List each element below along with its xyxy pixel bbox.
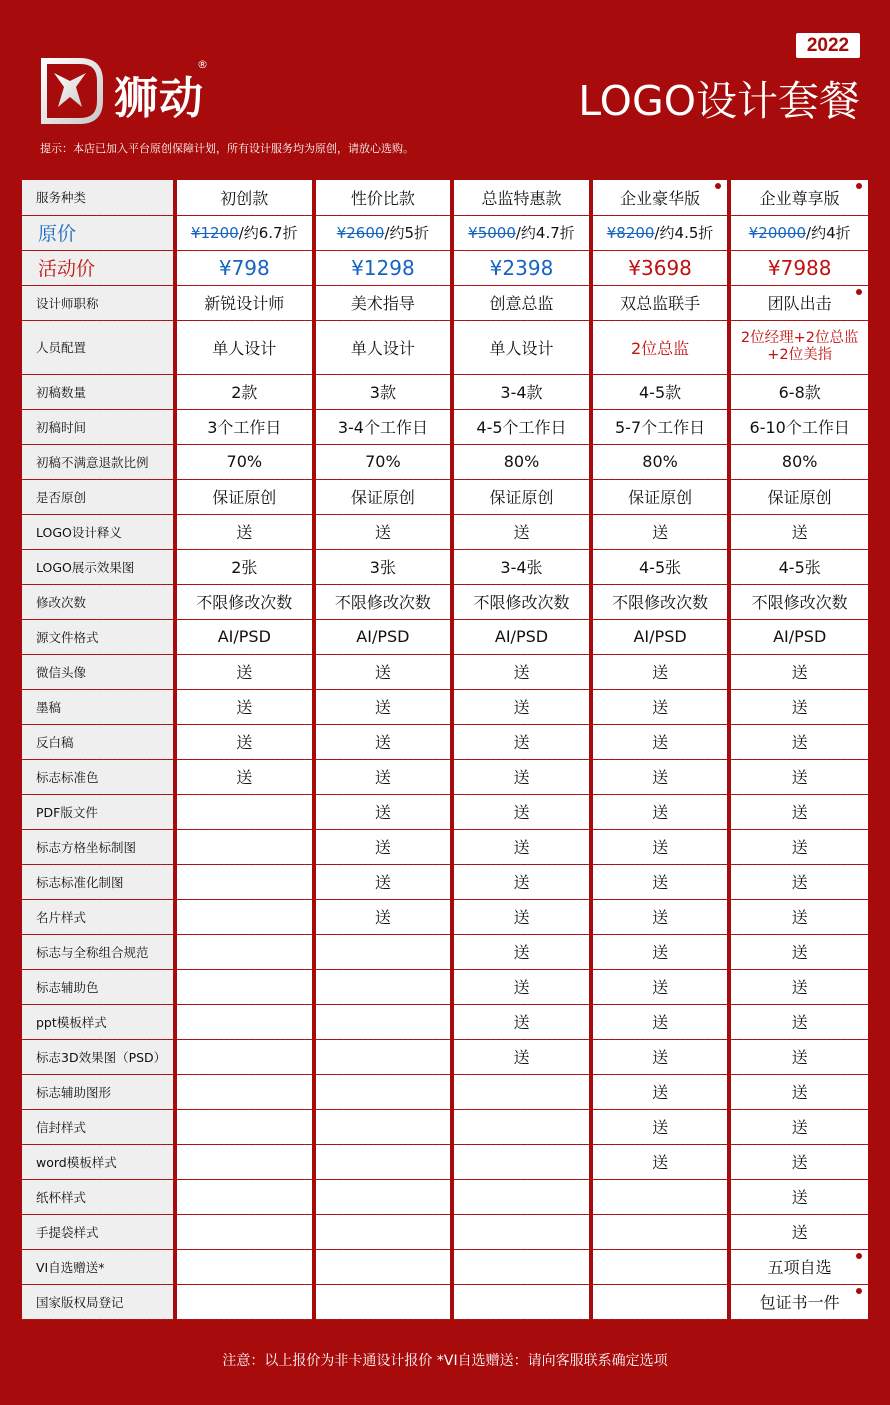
table-cell <box>452 1249 591 1284</box>
table-cell: 3张 <box>314 549 453 584</box>
table-cell: 送 <box>591 514 730 549</box>
table-cell: 送 <box>729 1074 868 1109</box>
promo-price: ¥1298 <box>314 250 453 285</box>
row-label: LOGO设计释义 <box>22 514 175 549</box>
table-cell <box>591 1214 730 1249</box>
table-cell <box>314 934 453 969</box>
promo-price: ¥3698 <box>591 250 730 285</box>
table-row <box>22 689 868 724</box>
table-row <box>22 1074 868 1109</box>
table-cell: 送 <box>729 1179 868 1214</box>
registered-mark: ® <box>197 58 208 71</box>
row-label: 源文件格式 <box>22 619 175 654</box>
table-cell: 送 <box>175 724 314 759</box>
brand-logo-icon <box>40 57 104 125</box>
original-price: ¥8200/约4.5折 <box>591 215 730 250</box>
notice-text: 提示：本店已加入平台原创保障计划，所有设计服务均为原创，请放心选购。 <box>40 142 414 155</box>
table-cell <box>175 1214 314 1249</box>
table-cell: 4-5张 <box>729 549 868 584</box>
table-cell: 送 <box>591 1004 730 1039</box>
table-cell: 送 <box>452 829 591 864</box>
table-row <box>22 1109 868 1144</box>
marker-dot-icon <box>856 289 862 295</box>
table-cell: 2位经理+2位总监+2位美指 <box>729 320 868 374</box>
table-cell <box>314 1179 453 1214</box>
table-cell: 不限修改次数 <box>175 584 314 619</box>
table-cell: 送 <box>591 759 730 794</box>
table-cell: 送 <box>729 759 868 794</box>
table-cell <box>314 1249 453 1284</box>
table-row <box>22 1039 868 1074</box>
table-cell <box>452 1074 591 1109</box>
table-row <box>22 619 868 654</box>
row-label: VI自选赠送* <box>22 1249 175 1284</box>
original-price-row <box>22 215 868 250</box>
table-cell <box>314 1284 453 1319</box>
table-cell: 不限修改次数 <box>729 584 868 619</box>
table-row <box>22 514 868 549</box>
table-cell: 送 <box>729 969 868 1004</box>
row-label: word模板样式 <box>22 1144 175 1179</box>
table-cell: 送 <box>591 934 730 969</box>
table-cell: 4-5个工作日 <box>452 409 591 444</box>
table-row <box>22 969 868 1004</box>
table-row <box>22 549 868 584</box>
table-cell: 2位总监 <box>591 320 730 374</box>
table-cell <box>591 1249 730 1284</box>
table-cell: 保证原创 <box>175 479 314 514</box>
table-cell <box>175 1109 314 1144</box>
table-row <box>22 864 868 899</box>
table-cell <box>452 1284 591 1319</box>
table-cell: 送 <box>729 794 868 829</box>
table-cell: 送 <box>729 864 868 899</box>
table-row <box>22 759 868 794</box>
table-cell: 80% <box>452 444 591 479</box>
table-cell: 70% <box>175 444 314 479</box>
table-row <box>22 409 868 444</box>
table-cell: 送 <box>591 1109 730 1144</box>
marker-dot-icon <box>856 183 862 189</box>
table-cell <box>591 1179 730 1214</box>
table-cell: 送 <box>729 1214 868 1249</box>
table-cell: AI/PSD <box>314 619 453 654</box>
table-cell: 送 <box>452 1039 591 1074</box>
table-cell <box>314 1039 453 1074</box>
table-cell: 6-10个工作日 <box>729 409 868 444</box>
table-cell <box>175 969 314 1004</box>
table-cell: 送 <box>591 689 730 724</box>
table-cell: 送 <box>729 724 868 759</box>
table-cell <box>175 1004 314 1039</box>
table-cell: 送 <box>314 654 453 689</box>
table-cell: 单人设计 <box>175 320 314 374</box>
table-cell: 送 <box>591 899 730 934</box>
row-label: 标志方格坐标制图 <box>22 829 175 864</box>
row-label: 标志与全称组合规范 <box>22 934 175 969</box>
table-cell: 送 <box>175 654 314 689</box>
table-row <box>22 654 868 689</box>
table-cell <box>175 1074 314 1109</box>
table-cell: 送 <box>729 1109 868 1144</box>
table-cell: 3款 <box>314 374 453 409</box>
table-cell: 团队出击 <box>729 285 868 320</box>
row-label: 微信头像 <box>22 654 175 689</box>
table-cell <box>175 829 314 864</box>
table-cell: 创意总监 <box>452 285 591 320</box>
table-cell <box>175 899 314 934</box>
promo-price: ¥798 <box>175 250 314 285</box>
corner-label: 服务种类 <box>22 180 175 215</box>
page-title: LOGO设计套餐 <box>578 77 860 125</box>
table-cell: 2款 <box>175 374 314 409</box>
table-cell: 送 <box>591 1039 730 1074</box>
promo-price: ¥2398 <box>452 250 591 285</box>
row-label: 标志辅助色 <box>22 969 175 1004</box>
table-cell: 3-4款 <box>452 374 591 409</box>
table-cell: 不限修改次数 <box>314 584 453 619</box>
table-row <box>22 374 868 409</box>
pricing-table <box>22 180 868 1320</box>
row-label: 国家版权局登记 <box>22 1284 175 1319</box>
table-cell: 3个工作日 <box>175 409 314 444</box>
table-cell: 送 <box>729 1144 868 1179</box>
table-cell: 五项自选 <box>729 1249 868 1284</box>
table-cell: 送 <box>175 759 314 794</box>
table-cell: 80% <box>591 444 730 479</box>
table-row <box>22 934 868 969</box>
table-cell: 不限修改次数 <box>591 584 730 619</box>
table-cell: 送 <box>729 934 868 969</box>
table-cell: 送 <box>452 1004 591 1039</box>
table-cell: 送 <box>452 934 591 969</box>
package-name: 初创款 <box>175 180 314 215</box>
table-cell: 70% <box>314 444 453 479</box>
table-cell: 6-8款 <box>729 374 868 409</box>
row-label: 信封样式 <box>22 1109 175 1144</box>
table-cell: 4-5款 <box>591 374 730 409</box>
table-cell: 送 <box>591 829 730 864</box>
table-cell: 送 <box>452 654 591 689</box>
table-cell: 不限修改次数 <box>452 584 591 619</box>
row-label: 墨稿 <box>22 689 175 724</box>
table-cell: 送 <box>314 759 453 794</box>
table-row <box>22 444 868 479</box>
original-price: ¥5000/约4.7折 <box>452 215 591 250</box>
table-cell: 3-4个工作日 <box>314 409 453 444</box>
table-cell <box>591 1284 730 1319</box>
table-cell: 送 <box>314 724 453 759</box>
table-row <box>22 1144 868 1179</box>
row-label: 手提袋样式 <box>22 1214 175 1249</box>
brand-name: 狮动 <box>114 73 204 124</box>
table-cell: AI/PSD <box>591 619 730 654</box>
table-cell: 送 <box>729 899 868 934</box>
table-cell <box>314 1004 453 1039</box>
table-row <box>22 724 868 759</box>
table-cell: 送 <box>452 969 591 1004</box>
table-cell <box>452 1214 591 1249</box>
table-row <box>22 1179 868 1214</box>
table-cell: 送 <box>729 514 868 549</box>
table-cell: 双总监联手 <box>591 285 730 320</box>
package-name: 性价比款 <box>314 180 453 215</box>
package-name: 企业尊享版 <box>729 180 868 215</box>
table-cell <box>314 1074 453 1109</box>
table-cell: 送 <box>452 759 591 794</box>
table-cell: 送 <box>591 654 730 689</box>
table-cell: 送 <box>591 1144 730 1179</box>
promo-price-row <box>22 250 868 285</box>
table-cell <box>314 1109 453 1144</box>
table-cell: 送 <box>452 864 591 899</box>
table-cell <box>175 794 314 829</box>
table-cell <box>452 1179 591 1214</box>
table-cell: 送 <box>175 689 314 724</box>
row-label: 标志辅助图形 <box>22 1074 175 1109</box>
table-cell: 送 <box>452 689 591 724</box>
table-cell <box>175 1249 314 1284</box>
package-name: 总监特惠款 <box>452 180 591 215</box>
table-cell <box>175 1144 314 1179</box>
table-cell <box>314 1144 453 1179</box>
table-cell: 保证原创 <box>729 479 868 514</box>
table-cell: 送 <box>175 514 314 549</box>
table-cell: 送 <box>729 689 868 724</box>
table-cell: 送 <box>591 864 730 899</box>
table-cell: 80% <box>729 444 868 479</box>
table-cell: 送 <box>729 1004 868 1039</box>
table-cell: AI/PSD <box>729 619 868 654</box>
table-cell: 送 <box>314 899 453 934</box>
table-cell: 4-5张 <box>591 549 730 584</box>
table-cell <box>452 1144 591 1179</box>
table-cell <box>175 1039 314 1074</box>
table-cell: 送 <box>591 794 730 829</box>
original-price: ¥1200/约6.7折 <box>175 215 314 250</box>
table-cell: 送 <box>591 1074 730 1109</box>
table-cell <box>314 1214 453 1249</box>
promo-price: ¥7988 <box>729 250 868 285</box>
row-label: LOGO展示效果图 <box>22 549 175 584</box>
package-header-row <box>22 180 868 215</box>
original-price-label: 原价 <box>22 215 175 250</box>
table-cell: 保证原创 <box>452 479 591 514</box>
row-label: 设计师职称 <box>22 285 175 320</box>
original-price: ¥2600/约5折 <box>314 215 453 250</box>
table-cell: 送 <box>314 514 453 549</box>
table-row <box>22 320 868 374</box>
row-label: 初稿不满意退款比例 <box>22 444 175 479</box>
table-row <box>22 1284 868 1319</box>
row-label: 是否原创 <box>22 479 175 514</box>
table-row <box>22 1249 868 1284</box>
table-cell <box>175 1179 314 1214</box>
row-label: PDF版文件 <box>22 794 175 829</box>
table-cell: 送 <box>452 514 591 549</box>
table-cell: 单人设计 <box>452 320 591 374</box>
table-cell: 送 <box>729 654 868 689</box>
table-row <box>22 584 868 619</box>
row-label: 反白稿 <box>22 724 175 759</box>
table-cell: 送 <box>591 969 730 1004</box>
row-label: ppt模板样式 <box>22 1004 175 1039</box>
table-row <box>22 1214 868 1249</box>
row-label: 纸杯样式 <box>22 1179 175 1214</box>
package-name: 企业豪华版 <box>591 180 730 215</box>
promo-price-label: 活动价 <box>22 250 175 285</box>
year-badge: 2022 <box>796 33 860 58</box>
marker-dot-icon <box>856 1288 862 1294</box>
table-row <box>22 794 868 829</box>
table-cell: AI/PSD <box>452 619 591 654</box>
row-label: 人员配置 <box>22 320 175 374</box>
table-cell: 送 <box>452 794 591 829</box>
table-cell: 送 <box>452 724 591 759</box>
table-row <box>22 829 868 864</box>
table-cell: 送 <box>452 899 591 934</box>
table-cell: 送 <box>314 689 453 724</box>
table-cell: 单人设计 <box>314 320 453 374</box>
table-cell: AI/PSD <box>175 619 314 654</box>
table-row <box>22 1004 868 1039</box>
table-cell: 新锐设计师 <box>175 285 314 320</box>
table-cell: 保证原创 <box>314 479 453 514</box>
marker-dot-icon <box>856 1253 862 1259</box>
table-cell <box>175 934 314 969</box>
table-row <box>22 899 868 934</box>
original-price: ¥20000/约4折 <box>729 215 868 250</box>
table-cell: 送 <box>591 724 730 759</box>
table-row <box>22 285 868 320</box>
table-row <box>22 479 868 514</box>
footer-note: 注意：以上报价为非卡通设计报价 *VI自选赠送：请向客服联系确定选项 <box>222 1353 668 1369</box>
table-cell: 2张 <box>175 549 314 584</box>
row-label: 标志标准化制图 <box>22 864 175 899</box>
row-label: 标志3D效果图（PSD） <box>22 1039 175 1074</box>
table-cell: 3-4张 <box>452 549 591 584</box>
marker-dot-icon <box>715 183 721 189</box>
table-cell: 送 <box>314 829 453 864</box>
row-label: 修改次数 <box>22 584 175 619</box>
table-cell: 5-7个工作日 <box>591 409 730 444</box>
row-label: 初稿数量 <box>22 374 175 409</box>
table-cell: 包证书一件 <box>729 1284 868 1319</box>
table-cell: 送 <box>729 1039 868 1074</box>
table-cell <box>175 864 314 899</box>
table-cell: 送 <box>729 829 868 864</box>
table-cell <box>452 1109 591 1144</box>
table-cell: 美术指导 <box>314 285 453 320</box>
table-cell <box>314 969 453 1004</box>
table-cell: 送 <box>314 794 453 829</box>
table-cell <box>175 1284 314 1319</box>
row-label: 标志标准色 <box>22 759 175 794</box>
row-label: 初稿时间 <box>22 409 175 444</box>
table-cell: 保证原创 <box>591 479 730 514</box>
row-label: 名片样式 <box>22 899 175 934</box>
table-cell: 送 <box>314 864 453 899</box>
